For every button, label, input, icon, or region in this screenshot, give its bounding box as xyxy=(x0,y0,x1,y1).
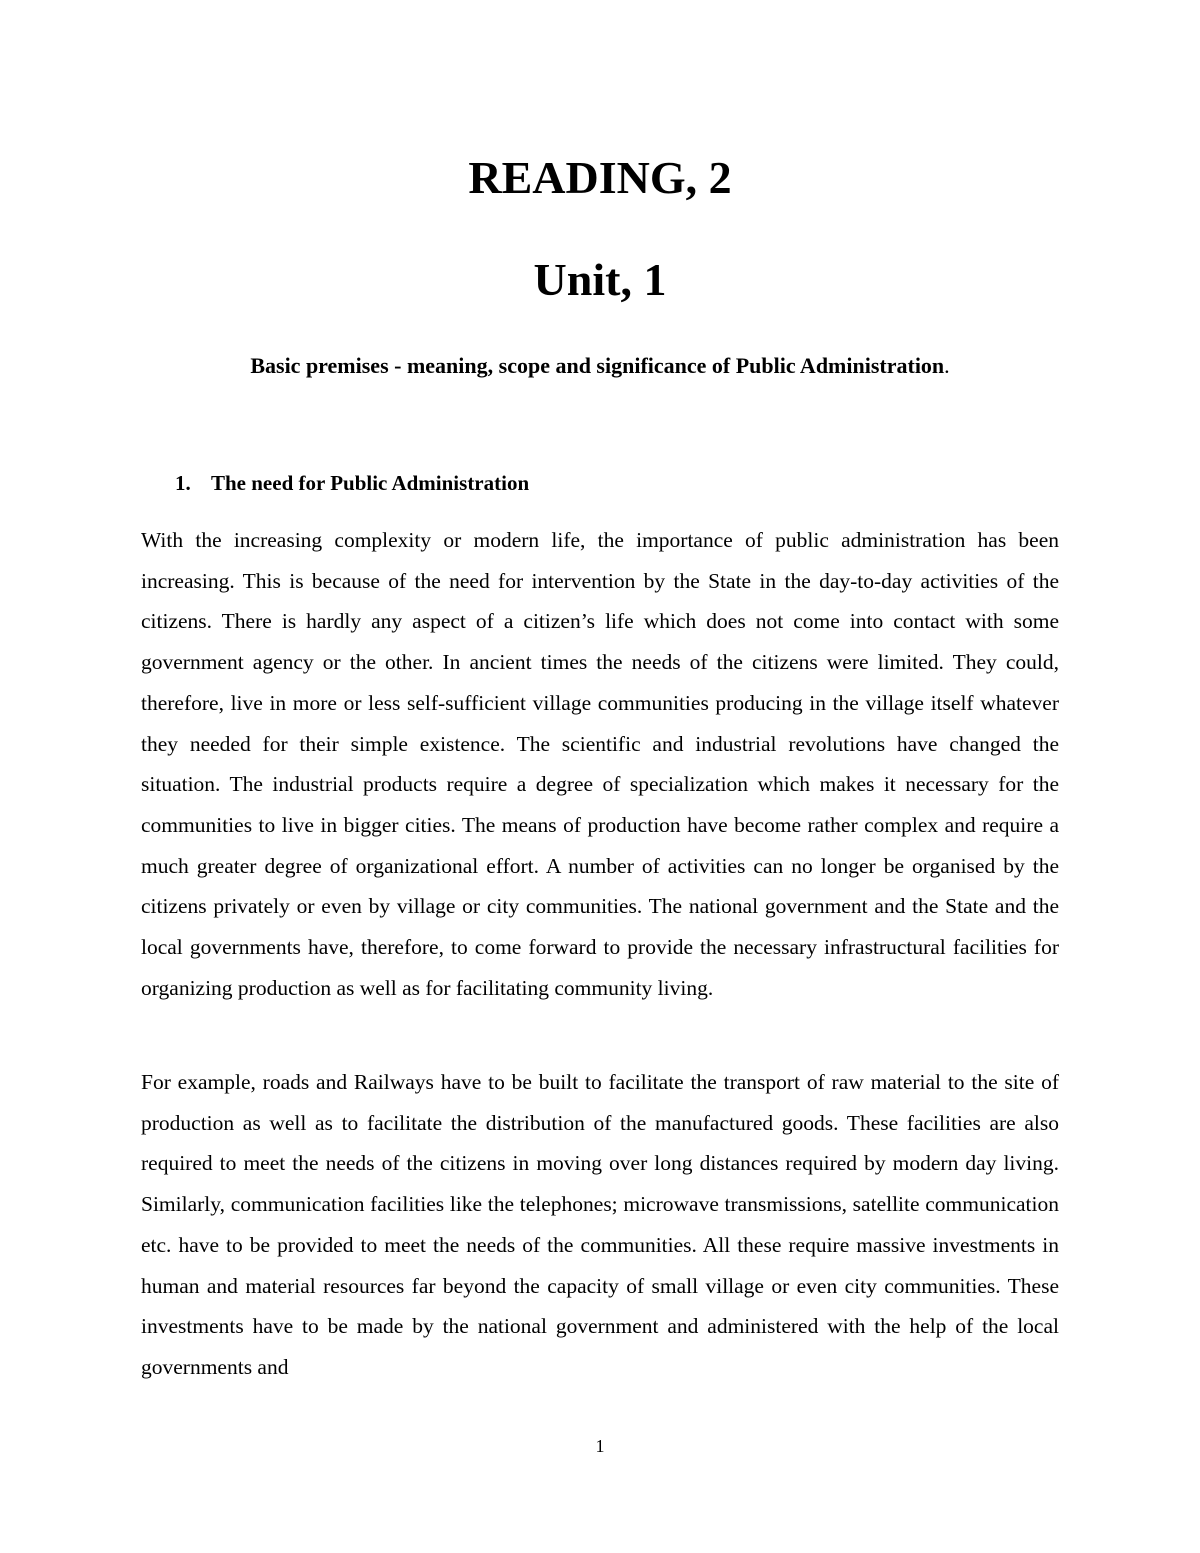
subtitle-period: . xyxy=(944,353,950,378)
unit-title: Unit, 1 xyxy=(533,254,667,305)
document-title: READING, 2 xyxy=(468,152,732,203)
section-number: 1. xyxy=(175,471,191,495)
document-subtitle xyxy=(0,350,1200,382)
body-paragraph-1: With the increasing complexity or modern life, the importance of public administration has been increasing. This is because of the need for intervention by the State in the day-to-day activities of the citizens. There is hardly any aspect of a citizen’s life which does not come into contact with some government agency or the other. In ancient times the needs of the citizens were limited. They could, therefore, live in more or less self-sufficient village communities producing in the village itself whatever they needed for their simple existence. The scientific and industrial revolutions have changed the situation. The industrial products require a degree of specialization which makes it necessary for the communities to live in bigger cities. The means of production have become rather complex and require a much greater degree of organizational effort. A number of activities can no longer be organised by the citizens privately or even by village or city communities. The national government and the State and the local governments have, therefore, to come forward to provide the necessary infrastructural facilities for organizing production as well as for facilitating community living. xyxy=(141,528,1059,1000)
subtitle-text: Basic premises - meaning, scope and significance of Public Administration xyxy=(250,353,945,378)
page-number: 1 xyxy=(595,1436,605,1456)
section-heading xyxy=(175,468,529,498)
section-heading-text: The need for Public Administration xyxy=(211,471,530,495)
body-paragraph-2: For example, roads and Railways have to be built to facilitate the transport of raw material to the site of production as well as to facilitate the distribution of the manufactured goods. These facilities are also required to meet the needs of the citizens in moving over long distances required by modern day living. Similarly, communication facilities like the telephones; microwave transmissions, satellite communication etc. have to be provided to meet the needs of the communities. All these require massive investments in human and material resources far beyond the capacity of small village or even city communities. These investments have to be made by the national government and administered with the help of the local governments and xyxy=(141,1070,1059,1379)
